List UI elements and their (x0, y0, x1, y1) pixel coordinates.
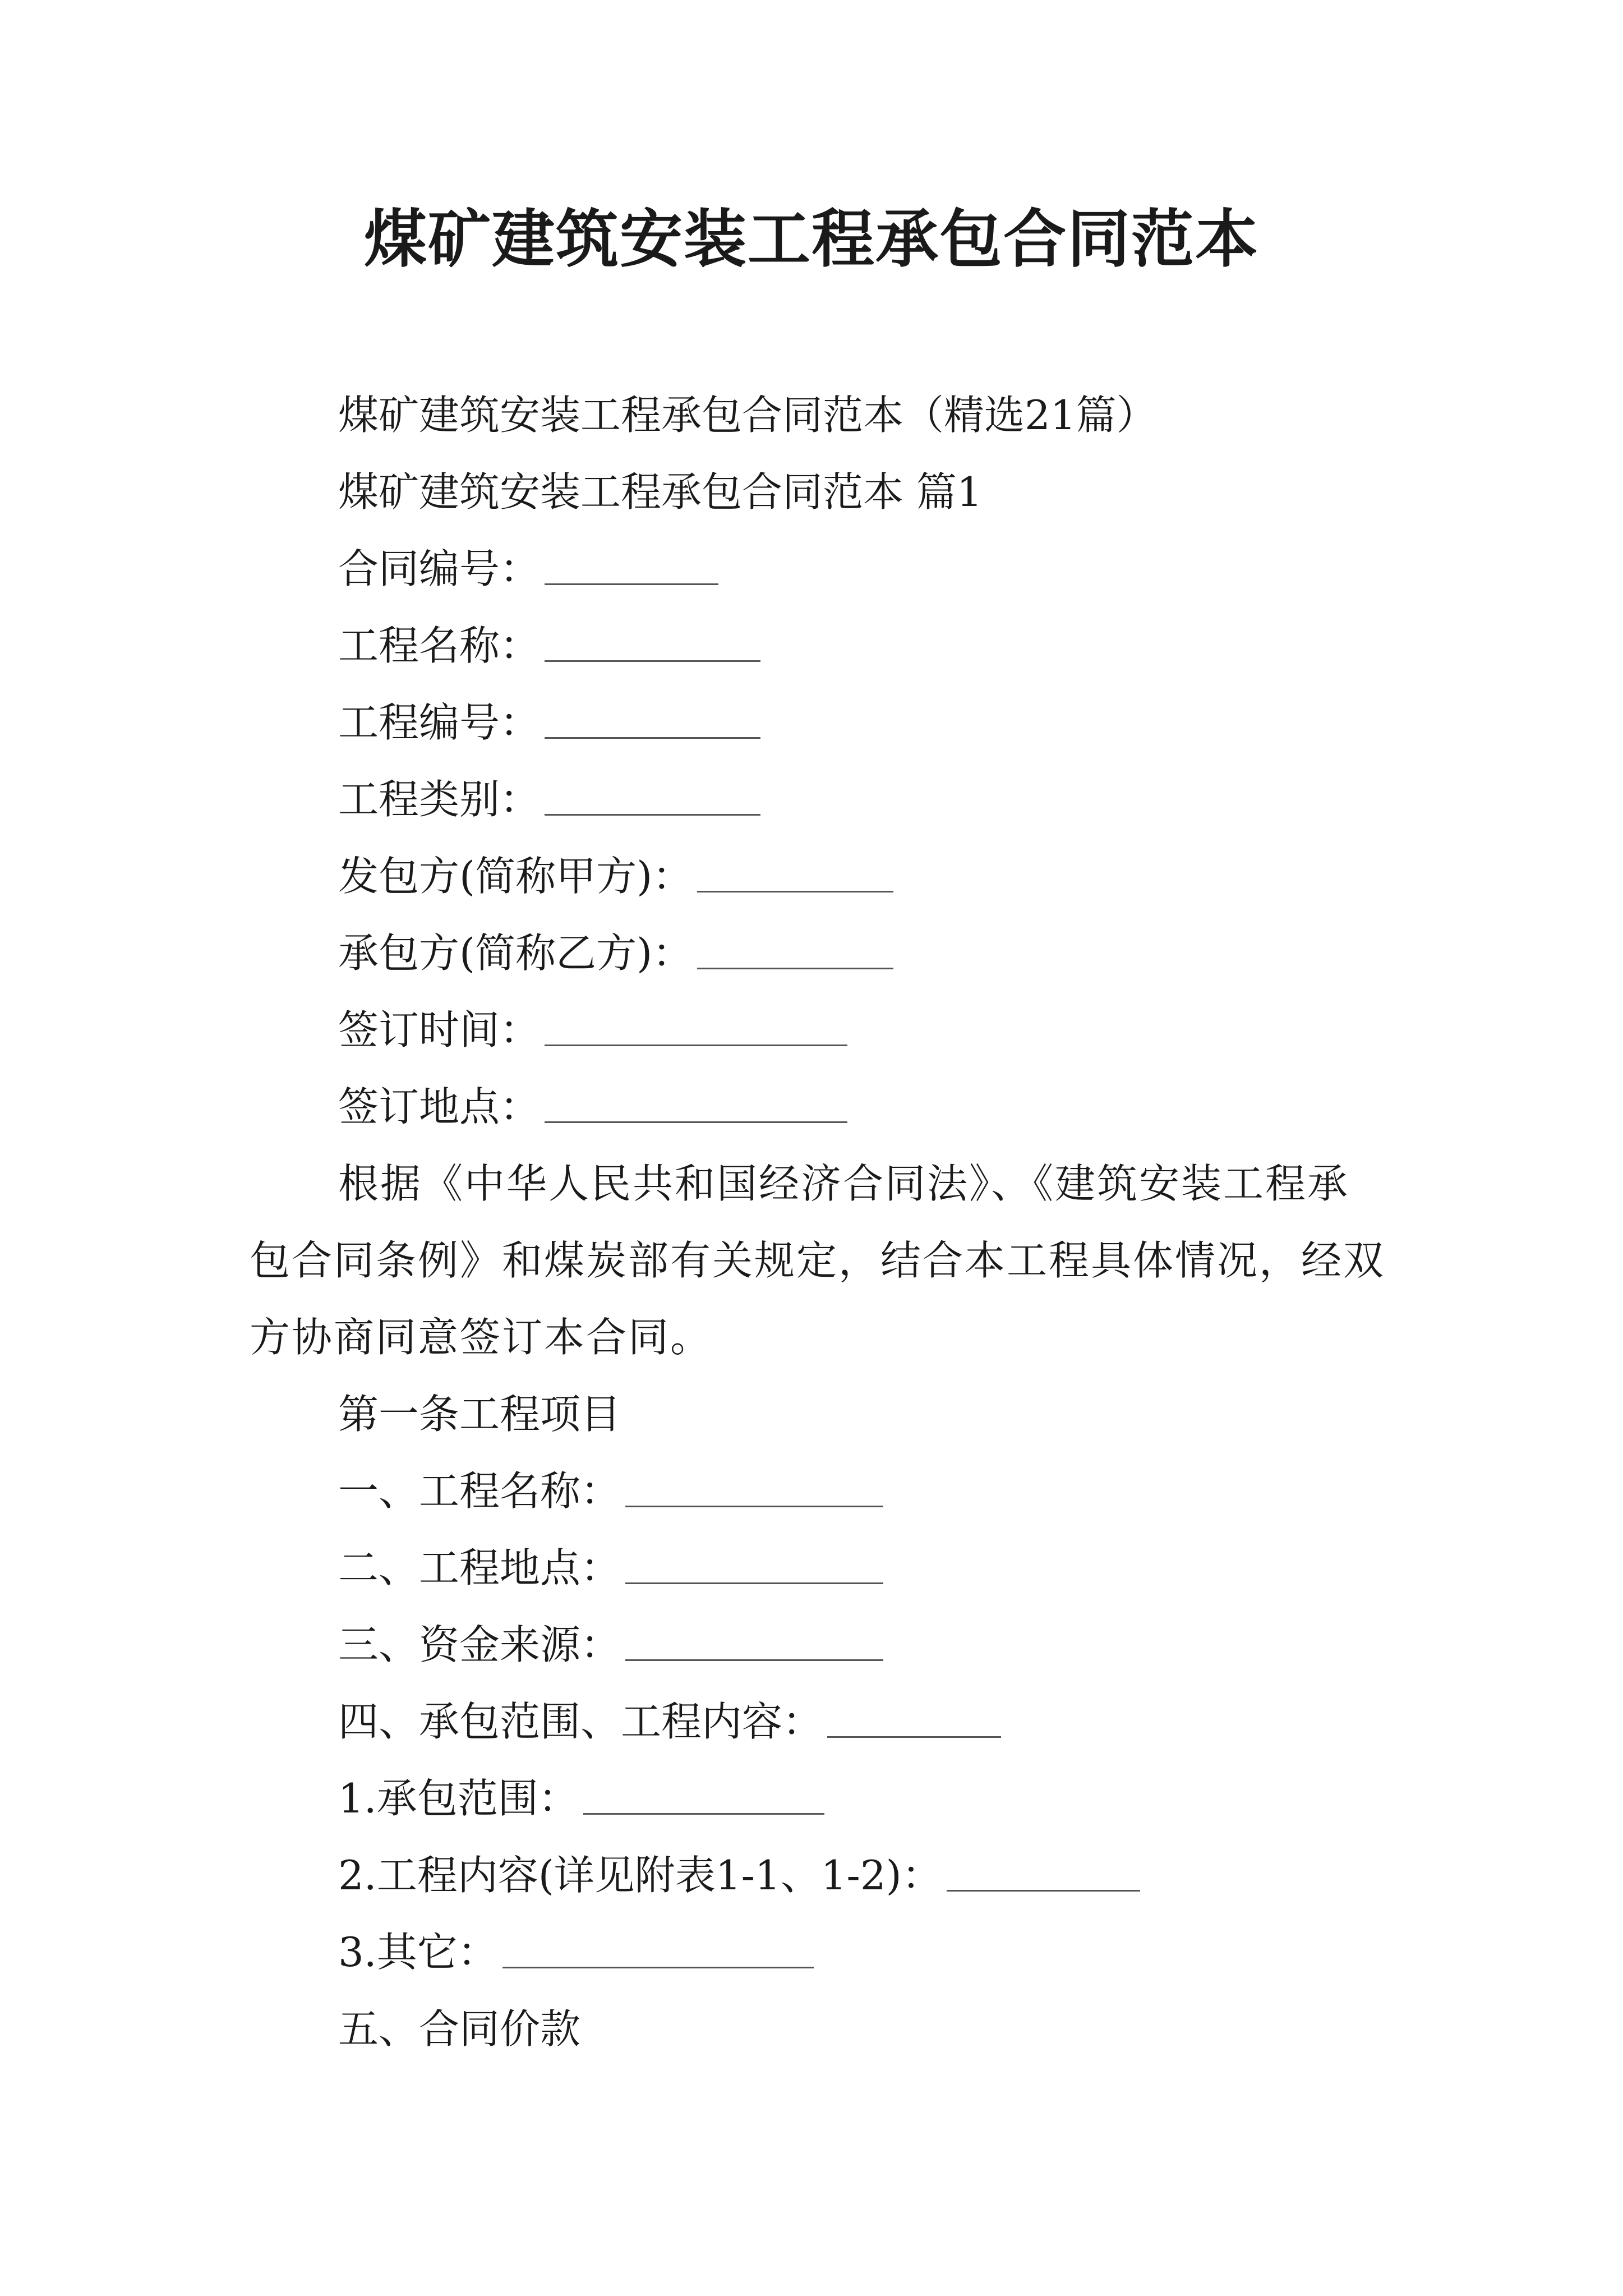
article-item-scope (250, 1760, 1388, 1837)
fill-blank (545, 1024, 847, 1046)
article-item-contract-price: 五、合同价款 (338, 2005, 581, 2053)
fill-blank (697, 871, 893, 892)
item-label: 二、工程地点： (338, 1544, 621, 1591)
article-item-content (250, 1837, 1388, 1914)
fill-blank (545, 717, 760, 739)
item-label: 1.承包范围： (338, 1775, 579, 1822)
article-item-project-location (250, 1530, 1388, 1607)
item-label: 三、资金来源： (338, 1621, 621, 1668)
subtitle: 煤矿建筑安装工程承包合同范本（精选21篇） (338, 392, 1157, 439)
article-item-other (250, 1914, 1388, 1991)
field-label: 合同编号： (338, 545, 541, 592)
fill-blank (827, 1716, 1001, 1738)
field-project-name (250, 608, 1388, 684)
article-heading: 第一条工程项目 (338, 1391, 621, 1438)
fill-blank (625, 1639, 883, 1661)
field-project-number (250, 684, 1388, 761)
item-label: 一、工程名称： (338, 1467, 621, 1515)
field-label: 承包方(简称乙方)： (338, 930, 693, 977)
field-label: 工程名称： (338, 622, 541, 669)
fill-blank (947, 1870, 1140, 1892)
field-label: 工程类别： (338, 776, 541, 823)
field-signing-time (250, 992, 1388, 1069)
field-party-a (250, 838, 1388, 915)
field-party-b (250, 915, 1388, 992)
fill-blank (625, 1562, 883, 1584)
field-signing-place (250, 1069, 1388, 1145)
article-item-funding-source (250, 1607, 1388, 1683)
article-item-project-name (250, 1453, 1388, 1530)
fill-blank (545, 640, 760, 662)
field-contract-number (250, 531, 1388, 608)
field-label: 发包方(简称甲方)： (338, 853, 693, 900)
section-heading: 煤矿建筑安装工程承包合同范本 篇1 (338, 468, 983, 516)
document-title: 煤矿建筑安装工程承包合同范本 (364, 203, 1259, 276)
fill-blank (545, 794, 760, 816)
item-label: 四、承包范围、工程内容： (338, 1698, 823, 1745)
fill-blank (583, 1793, 824, 1815)
fill-blank (697, 947, 893, 969)
fill-blank (545, 1101, 847, 1123)
item-label: 3.其它： (338, 1929, 498, 1976)
item-label: 2.工程内容(详见附表1-1、1-2)： (338, 1852, 942, 1899)
field-label: 签订时间： (338, 1006, 541, 1053)
fill-blank (625, 1485, 883, 1507)
field-label: 工程编号： (338, 699, 541, 746)
document-body (250, 377, 1388, 2068)
field-project-category (250, 761, 1388, 838)
fill-blank (545, 563, 718, 585)
field-label: 签订地点： (338, 1083, 541, 1130)
fill-blank (502, 1947, 814, 1968)
preamble-paragraph: 根据《中华人民共和国经济合同法》、《建筑安装工程承包合同条例》和煤炭部有关规定，结合本工程具体情况，经双方协商同意签订本合同。 (250, 1160, 1386, 1361)
article-item-scope-content (250, 1683, 1388, 1760)
